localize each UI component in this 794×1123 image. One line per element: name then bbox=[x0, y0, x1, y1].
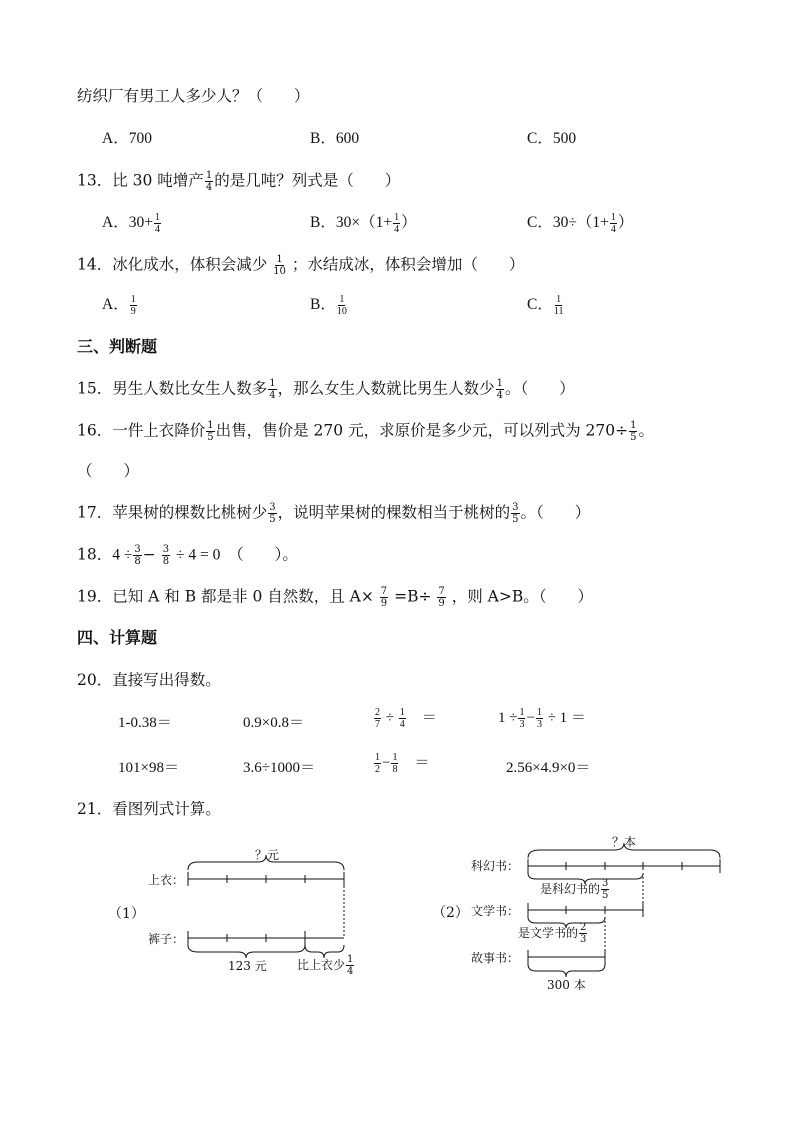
q13-stem bbox=[77, 170, 400, 193]
q20-item-7[interactable]: $\frac{1}{2}$ − $\frac{1}{8}$ ＝ bbox=[375, 752, 430, 776]
q13-option-b[interactable]: B．30×（1+ $\frac{1}{4}$ ） bbox=[310, 212, 417, 235]
d1-bottom-value: 123 元 bbox=[228, 959, 267, 973]
q12-option-b[interactable]: B．600 bbox=[310, 130, 360, 147]
fraction: $\frac{1}{11}$ bbox=[553, 294, 564, 317]
q20-item-1[interactable]: 1-0.38＝ bbox=[118, 715, 172, 731]
d1-top-label: 上衣： bbox=[148, 873, 185, 887]
d1-top-value: ？元 bbox=[255, 848, 280, 862]
fraction: $\frac{1}{10}$ bbox=[336, 294, 347, 317]
q19-stem: 19．已知 A 和 B 都是非 0 自然数，且 A× $\frac{7}{9}$ =B÷ $\frac{7}{9}$ ，则 A>B。（ ） bbox=[77, 586, 593, 609]
fraction: $\frac{1}{4}$ bbox=[269, 378, 276, 401]
q20-item-2[interactable]: 0.9×0.8＝ bbox=[243, 715, 304, 731]
q16-stem: 16．一件上衣降价 $\frac{1}{5}$ 出售，售价是 270 元，求原价是多少元，可以列式为 270÷ $\frac{1}{5}$ 。 bbox=[77, 420, 654, 443]
d2-top-label: 科幻书： bbox=[471, 859, 520, 873]
d1-bottom-label: 裤子： bbox=[148, 932, 185, 946]
q14-stem: 14．冰化成水，体积会减少 $\frac{1}{10}$ ；水结成冰，体积会增加（ ） bbox=[77, 254, 525, 277]
d2-mid-note: 是科幻书的 $\frac{3}{5}$ bbox=[540, 878, 609, 901]
fraction: $\frac{1}{9}$ bbox=[130, 294, 136, 317]
fraction: $\frac{1}{5}$ bbox=[630, 420, 637, 443]
d2-mid-label: 文学书： bbox=[471, 904, 520, 918]
fraction: $\frac{3}{5}$ bbox=[269, 502, 276, 525]
q21-stem: 21．看图列式计算。 bbox=[77, 800, 221, 818]
fraction: $\frac{3}{5}$ bbox=[512, 502, 519, 525]
q20-item-4[interactable]: 1 ÷ $\frac{1}{3}$ − $\frac{1}{3}$ ÷ 1 ＝ bbox=[498, 707, 586, 731]
q13-option-a[interactable]: A．30+ $\frac{1}{4}$ bbox=[102, 212, 160, 235]
q13-option-c[interactable]: C．30÷（1+ $\frac{1}{4}$ ） bbox=[527, 212, 634, 235]
fraction: $\frac{3}{8}$ bbox=[162, 544, 170, 567]
q14-option-c[interactable]: C． $\frac{1}{11}$ bbox=[527, 294, 564, 317]
fraction: $\frac{1}{4}$ bbox=[394, 212, 400, 235]
q14-option-a[interactable]: A． $\frac{1}{9}$ bbox=[102, 294, 136, 317]
fraction: $\frac{3}{8}$ bbox=[134, 544, 141, 567]
q16-answer-paren[interactable]: （ ） bbox=[77, 462, 140, 480]
section-heading-calculation: 四、计算题 bbox=[77, 628, 158, 647]
d2-low-value: 300 本 bbox=[547, 978, 586, 992]
q18-stem: 18．4 ÷ $\frac{3}{8}$ − $\frac{3}{8}$ ÷ 4 = 0 （ ）。 bbox=[77, 544, 298, 567]
q12-option-c[interactable]: C．500 bbox=[527, 130, 577, 147]
q12-option-a[interactable]: A．700 bbox=[102, 130, 152, 147]
q13-number: 13． bbox=[77, 171, 113, 190]
q20-stem: 20．直接写出得数。 bbox=[77, 671, 221, 689]
d2-low-note: 是文学书的 $\frac{2}{3}$ bbox=[518, 922, 587, 945]
fraction: $\frac{7}{9}$ bbox=[438, 586, 445, 609]
q20-item-8[interactable]: 2.56×4.9×0＝ bbox=[506, 760, 591, 776]
q13-text-pre: 比 30 吨增产 bbox=[112, 171, 204, 190]
fraction: $\frac{1}{4}$ bbox=[610, 212, 616, 235]
section-heading-judgement: 三、判断题 bbox=[77, 337, 158, 356]
d2-top-value: ？本 bbox=[612, 835, 637, 849]
d2-low-label: 故事书： bbox=[471, 951, 520, 965]
d2-index: （2） bbox=[432, 905, 469, 921]
q17-stem: 17．苹果树的棵数比桃树少 $\frac{3}{5}$ ，说明苹果树的棵数相当于桃树的 $\frac{3}{5}$ 。（ ） bbox=[77, 502, 591, 525]
q20-item-5[interactable]: 101×98＝ bbox=[118, 760, 179, 776]
d1-note: 比上衣少 $\frac{1}{4}$ bbox=[297, 954, 354, 977]
q14-fraction: $\frac{1}{10}$ bbox=[273, 254, 286, 277]
q14-option-b[interactable]: B． $\frac{1}{10}$ bbox=[310, 294, 347, 317]
d1-index: （1） bbox=[108, 906, 145, 922]
q13-fraction: $\frac{1}{4}$ bbox=[205, 170, 213, 193]
fraction: $\frac{1}{4}$ bbox=[154, 212, 160, 235]
q15-stem: 15．男生人数比女生人数多 $\frac{1}{4}$ ，那么女生人数就比男生人数少 $\frac{1}{4}$ 。（ ） bbox=[77, 378, 575, 401]
fraction: $\frac{1}{5}$ bbox=[207, 420, 214, 443]
fraction: $\frac{7}{9}$ bbox=[380, 586, 388, 609]
q12-stem: 纺织厂有男工人多少人？（ ） bbox=[77, 87, 310, 105]
q20-item-3[interactable]: $\frac{2}{7}$ ÷ $\frac{1}{4}$ ＝ bbox=[375, 707, 437, 731]
q20-item-6[interactable]: 3.6÷1000＝ bbox=[243, 760, 315, 776]
q13-text-post: 的是几吨？列式是（ ） bbox=[214, 171, 401, 190]
fraction: $\frac{1}{4}$ bbox=[496, 378, 504, 401]
